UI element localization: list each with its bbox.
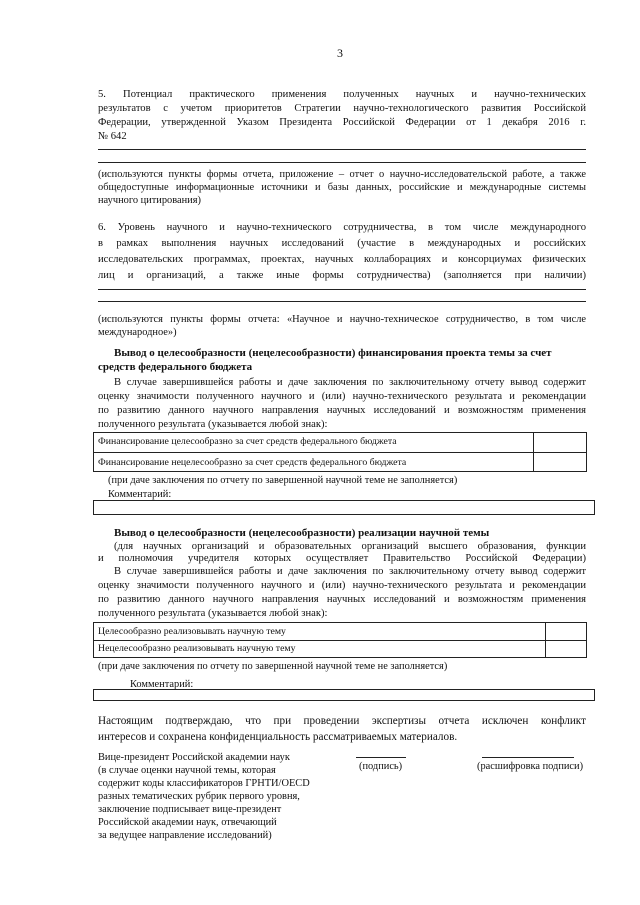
implementation-option-1-mark-cell[interactable] [546,623,586,640]
section6-fill-line-2 [98,301,586,302]
funding-option-1-label: Финансирование целесообразно за счет средств федерального бюджета [98,436,397,447]
funding-note: (при даче заключения по отчету по завершенной научной теме не заполняется) [108,475,458,486]
signer-line-5: заключение подписывает вице-президент [98,804,282,815]
signer-line-4: разных тематических рубрик первого уровня, [98,791,300,802]
funding-body-3: по развитию данного научного направления научных исследований и возможностям применения [98,405,586,416]
funding-table-row-divider [93,452,587,453]
confirmation-line-1: Настоящим подтверждаю, что при проведении экспертизы отчета исключен конфликт [98,715,586,727]
implementation-comment-label: Комментарий: [130,679,194,690]
funding-body-4: полученного результата (указывается любой знак): [98,419,328,430]
decoding-label: (расшифровка подписи) [477,761,584,772]
signature-label: (подпись) [359,761,403,772]
signer-line-3: содержит коды классификаторов ГРНТИ/OECD [98,778,310,789]
funding-option-1-mark-cell[interactable] [534,433,586,452]
signer-line-1: Вице-президент Российской академии наук [98,752,290,763]
implementation-note: (при даче заключения по отчету по завершенной научной теме не заполняется) [98,661,448,672]
implementation-heading: Вывод о целесообразности (нецелесообразности) реализации научной темы [114,527,490,539]
funding-body-1: В случае завершившейся работы и даче заключения по заключительному отчету вывод содержит [114,377,586,388]
signature-line[interactable] [356,757,406,758]
section5-line-4: № 642 [98,131,127,142]
section6-line-2: в рамках выполнения научных исследований (участие в международных и российских [98,238,586,249]
signer-line-2: (в случае оценки научной темы, которая [98,765,276,776]
section6-line-3: исследовательских программах, проектах, научных коллаборациях и консорциумах физических [98,254,586,265]
section5-note-2: общедоступные информационные источники и базы данных, российские и международные системы [98,182,586,193]
funding-heading-1: Вывод о целесообразности (нецелесообразности) финансирования проекта темы за счет [114,347,552,359]
funding-heading-2: средств федерального бюджета [98,361,253,373]
implementation-subheading-2: и полномочия учредителя которых осуществляет Правительство Российской Федерации) [98,553,586,564]
signer-line-7: за ведущее направление исследований) [98,830,272,841]
section6-note-1: (используются пункты формы отчета: «Научное и научно-техническое сотрудничество, в том числе [98,314,586,325]
confirmation-line-2: интересов и сохранена конфиденциальность рассматриваемых материалов. [98,731,458,743]
section6-fill-line-1 [98,289,586,290]
implementation-table-row-divider [93,640,587,641]
implementation-option-1-label: Целесообразно реализовывать научную тему [98,626,286,637]
section5-line-1: 5. Потенциал практического применения полученных научных и научно-технических [98,89,586,100]
implementation-option-2-label: Нецелесообразно реализовывать научную тему [98,643,296,654]
section6-line-1: 6. Уровень научного и научно-технического сотрудничества, в том числе международного [98,222,586,233]
section6-note-2: международное») [98,327,177,338]
section5-fill-line-2 [98,162,586,163]
implementation-body-1: В случае завершившейся работы и даче заключения по заключительному отчету вывод содержит [114,566,586,577]
section5-line-3: Федерации, утвержденной Указом Президента Российской Федерации от 1 декабря 2016 г. [98,117,586,128]
implementation-body-3: по развитию данного научного направления научных исследований и возможностям применения [98,594,586,605]
implementation-option-2-mark-cell[interactable] [546,641,586,657]
implementation-comment-field[interactable] [93,689,595,701]
implementation-subheading-1: (для научных организаций и образовательных организаций высшего образования, функции [114,541,586,552]
section5-fill-line-1 [98,149,586,150]
funding-option-2-label: Финансирование нецелесообразно за счет средств федерального бюджета [98,457,407,468]
funding-option-2-mark-cell[interactable] [534,453,586,471]
funding-body-2: оценку значимости полученного научного и (или) научно-технического результата и рекомендации [98,391,586,402]
page-number: 3 [337,46,343,60]
implementation-body-2: оценку значимости полученного научного и (или) научно-технического результата и рекомендации [98,580,586,591]
section6-line-4: лиц и организаций, а также иные формы сотрудничества) (заполняется при наличии) [98,270,586,281]
funding-comment-field[interactable] [93,500,595,515]
signer-line-6: Российской академии наук, отвечающий [98,817,277,828]
section5-note-3: научного цитирования) [98,195,201,206]
section5-note-1: (используются пункты формы отчета, приложение – отчет о научно-исследовательской работе, а также [98,169,586,180]
funding-comment-label: Комментарий: [108,489,172,500]
implementation-body-4: полученного результата (указывается любой знак): [98,608,328,619]
decoding-line[interactable] [482,757,574,758]
section5-line-2: результатов с учетом приоритетов Стратегии научно-технологического развития Российской [98,103,586,114]
